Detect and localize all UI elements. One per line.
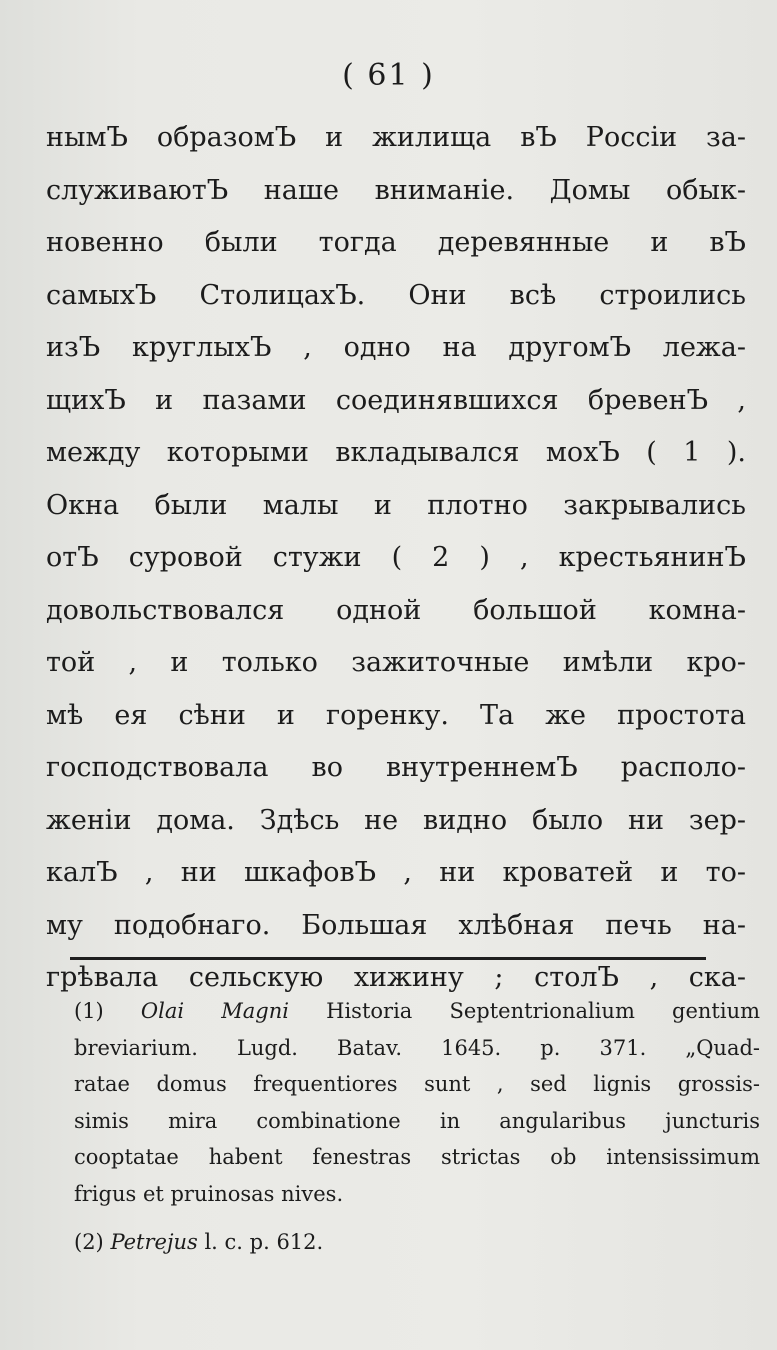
text-line: отЪ суровой стужи ( 2 ) , крестьянинЪ — [46, 542, 746, 573]
text-line: господствовала во внутреннемЪ располо- — [46, 752, 746, 783]
text-line: нымЪ образомЪ и жилища вЪ Россіи за- — [46, 122, 746, 153]
text-line: му подобнаго. Большая хлѣбная печь на- — [46, 909, 746, 941]
footnote-1-first-line — [74, 993, 760, 1030]
text-line: служиваютЪ наше вниманіе. Домы обык- — [46, 174, 746, 206]
footnote-1-line: breviarium. Lugd. Batav. 1645. p. 371. „Quad- — [74, 1035, 760, 1060]
text-line: калЪ , ни шкафовЪ , ни кроватей и то- — [46, 857, 746, 888]
footnote-1-line: cooptatae habent fenestras strictas ob intensissimum — [74, 1145, 760, 1169]
text-line: новенно были тогда деревянные и вЪ — [46, 227, 746, 258]
text-line: мѣ ея сѣни и горенку. Та же простота — [46, 699, 746, 731]
footnote-1-marker: (1) — [74, 999, 104, 1023]
footnote-1-line: frigus et pruinosas nives. — [74, 1181, 344, 1206]
main-text — [46, 112, 746, 1005]
text-line: между которыми вкладывался мохЪ ( 1 ). — [46, 437, 746, 468]
footnote-divider — [70, 957, 706, 960]
text-line: изЪ круглыхЪ , одно на другомЪ лежа- — [46, 332, 746, 363]
text-line: той , и только зажиточные имѣли кро- — [46, 647, 746, 678]
page-number: ( 61 ) — [342, 58, 435, 93]
footnote-1-line: simis mira combinatione in angularibus juncturis — [74, 1108, 760, 1133]
footnote-2 — [74, 1224, 760, 1261]
text-line: Окна были малы и плотно закрывались — [46, 489, 746, 521]
text-line: довольствовался одной большой комна- — [46, 594, 746, 626]
footnote-1-author: Olai Magni — [140, 999, 289, 1023]
footnote-1-line: ratae domus frequentiores sunt , sed lignis grossis- — [74, 1072, 760, 1096]
footnotes — [74, 993, 760, 1261]
footnote-2-marker: (2) — [74, 1230, 104, 1254]
text-line: щихЪ и пазами соединявшихся бревенЪ , — [46, 384, 746, 416]
footnote-1-text: Historia Septentrionalium gentium — [326, 999, 761, 1023]
footnote-2-text: l. c. p. 612. — [204, 1230, 324, 1254]
text-line: грѣвала сельскую хижину ; столЪ , ска- — [46, 962, 746, 993]
footnote-2-author: Petrejus — [110, 1230, 198, 1254]
text-line: женіи дома. Здѣсь не видно было ни зер- — [46, 804, 746, 836]
text-line: самыхЪ СтолицахЪ. Они всѣ строились — [46, 279, 746, 311]
